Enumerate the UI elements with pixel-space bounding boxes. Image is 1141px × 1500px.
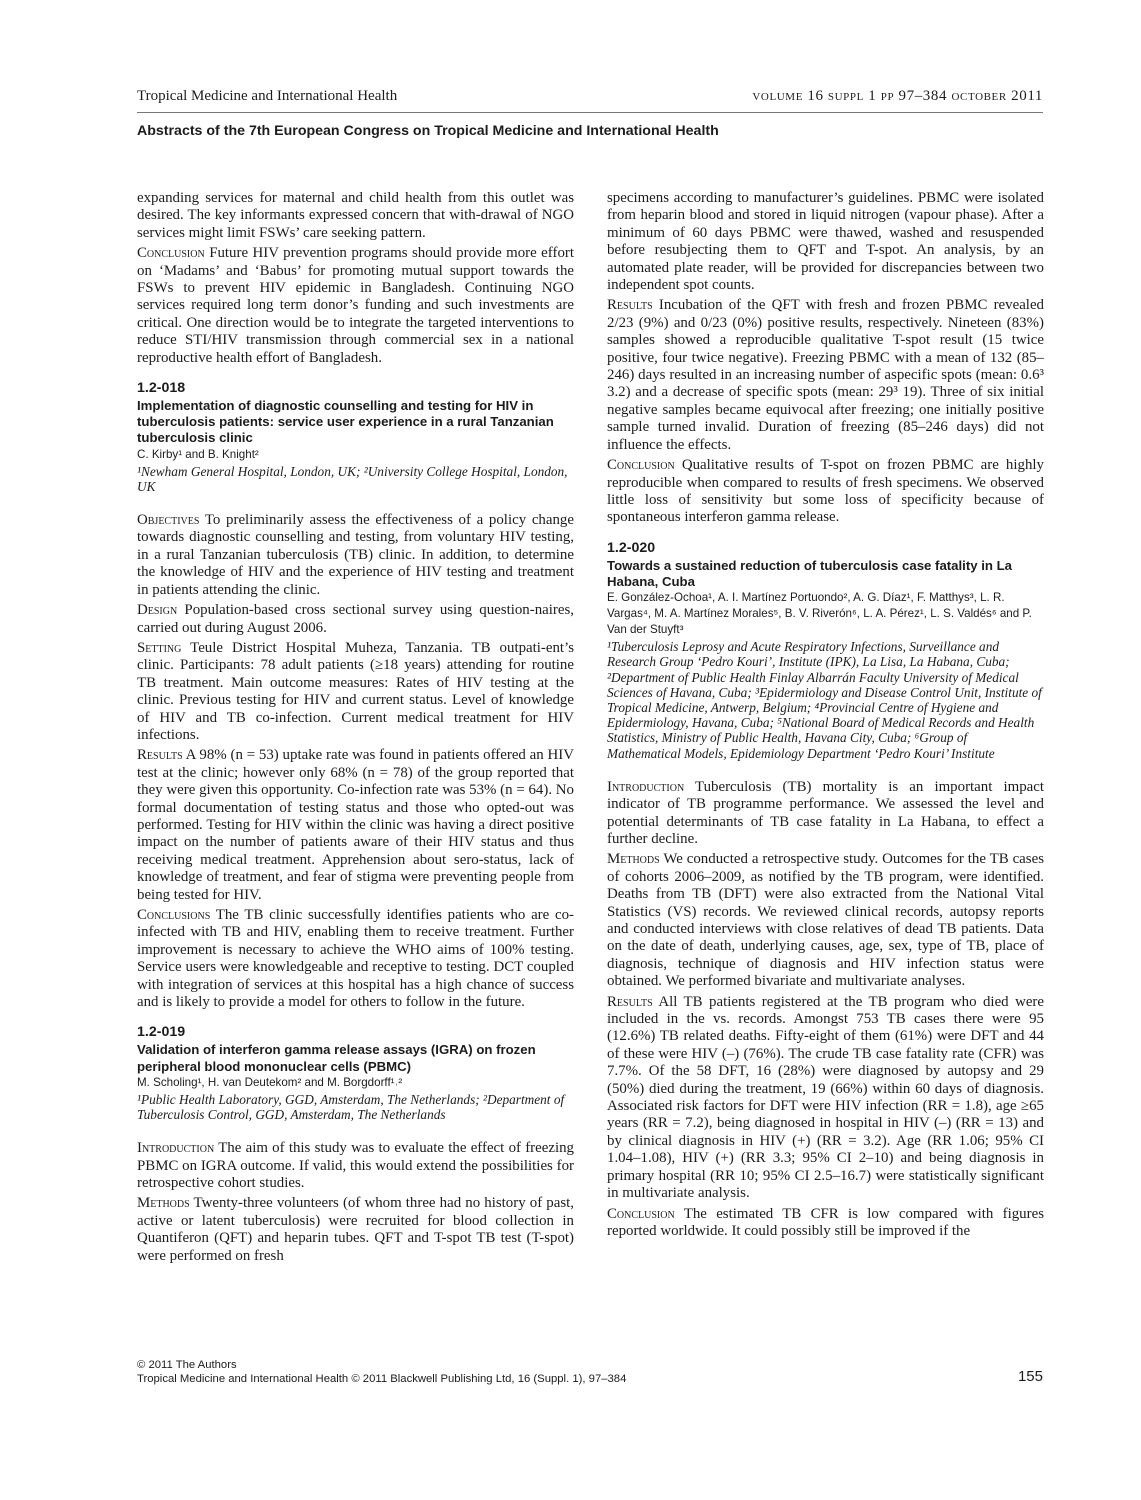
conclusion-paragraph [137, 245, 574, 367]
section-label: Methods [607, 851, 660, 868]
results-paragraph [137, 747, 574, 904]
page-number: 155 [1017, 1368, 1043, 1385]
footer-publisher: Tropical Medicine and International Health © 2011 Blackwell Publishing Ltd, 16 (Suppl. 1), 97–384 [137, 1373, 627, 1385]
continued-paragraph: expanding services for maternal and child health from this outlet was desired. The key informants expressed concern that with-drawal of NGO services might limit FSWs’ care seeking pattern. [137, 190, 574, 241]
introduction-paragraph [607, 779, 1044, 849]
section-label: Conclusion [137, 245, 205, 262]
right-column [607, 190, 1044, 1243]
section-text: Teule District Hospital Muheza, Tanzania. TB outpati-ent’s clinic. Participants: 78 adult patients (≥18 years) attending for routine TB treatment. Main outcome measures: Rates of HIV testing at the clinic. Previous testing for HIV and current status. Level of knowledge of HIV and TB co-infection. Current medical treatment for HIV infections. [137, 639, 574, 743]
methods-paragraph [607, 851, 1044, 990]
section-label: Objectives [137, 512, 200, 529]
section-label: Results [607, 993, 653, 1010]
setting-paragraph [137, 640, 574, 744]
abstract-affiliations: ¹Public Health Laboratory, GGD, Amsterdam, The Netherlands; ²Department of Tuberculosis Control, GGD, Amsterdam, The Netherlands [137, 1091, 565, 1123]
section-label: Setting [137, 639, 182, 656]
conclusions-paragraph [137, 907, 574, 1011]
abstract-authors: M. Scholing¹, H. van Deutekom² and M. Borgdorff¹˒² [137, 1075, 403, 1089]
abstract-id: 1.2-019 [137, 1024, 186, 1041]
abstract-id: 1.2-018 [137, 380, 186, 397]
section-text: To preliminarily assess the effectiveness of a policy change towards diagnostic counselling and testing, from voluntary HIV testing, in a rural Tanzanian tuberculosis (TB) clinic. In addition, to determine the knowledge of HIV and the experience of HIV testing and treatment in patients attending the clinic. [137, 512, 574, 598]
section-text: Twenty-three volunteers (of whom three had no history of past, active or latent tuberculosis) were recruited for blood collection in Quantiferon (QFT) and heparin tubes. QFT and T-spot TB test (T-spot) were performed on fresh [137, 1195, 574, 1264]
abstract-authors: E. González-Ochoa¹, A. I. Martínez Portuondo², A. G. Díaz¹, F. Matthys³, L. R. Vargas⁴, M. A. Martínez Morales⁵, B. V. Riverón⁶, L. A. Pérez¹, L. S. Valdés⁶ and P. Van der Stuyft³ [607, 591, 1032, 637]
introduction-paragraph [137, 1140, 574, 1192]
section-text: The estimated TB CFR is low compared with figures reported worldwide. It could possibly still be improved if the [607, 1205, 1044, 1239]
section-label: Conclusion [607, 457, 675, 474]
section-text: Qualitative results of T-spot on frozen PBMC are highly reproducible when compared to results of fresh specimens. We observed little loss of sensitivity but some loss of specificity because of spontaneous interferon gamma release. [607, 457, 1044, 526]
section-subtitle: Abstracts of the 7th European Congress on Tropical Medicine and International Health [137, 123, 719, 139]
section-text: We conducted a retrospective study. Outcomes for the TB cases of cohorts 2006–2009, as notified by the TB program, were identified. Deaths from TB (DFT) were also extracted from the National Vital Statistics (VS) records. We reviewed clinical records, autopsy reports and conducted interviews with close relatives of dead TB patients. Data on the date of death, underlying causes, age, sex, type of TB, place of diagnosis, technique of diagnosis and HIV infection status were obtained. We performed bivariate and multivariate analyses. [607, 851, 1044, 990]
section-text: Population-based cross sectional survey using question-naires, carried out during August 2006. [137, 602, 574, 636]
left-column [137, 190, 574, 1268]
section-label: Methods [137, 1195, 190, 1212]
section-label: Results [607, 297, 653, 314]
objectives-paragraph [137, 512, 574, 599]
section-label: Conclusion [607, 1205, 675, 1222]
section-text: A 98% (n = 53) uptake rate was found in patients offered an HIV test at the clinic; however only 68% (n = 78) of the group reported that they were given this opportunity. Co-infection rate was 53% (n = 64). No formal documentation of testing status and those who opted-out was performed. Testing for HIV within the clinic was having a direct positive impact on the number of patients aware of their HIV status and thus receiving medical treatment. Apprehension about sero-status, lack of knowledge of treatment, and fear of stigma were preventing people from being tested for HIV. [137, 747, 574, 903]
section-text: Future HIV prevention programs should provide more effort on ‘Madams’ and ‘Babus’ for promoting mutual support towards the FSWs to prevent HIV epidemic in Bangladesh. Continuing NGO services required long term donor’s funding and such investments are critical. One direction would be to integrate the targeted interventions to reduce STI/HIV transmission through commercial sex in a national reproductive health effort of Bangladesh. [137, 245, 574, 366]
abstract-affiliations: ¹Newham General Hospital, London, UK; ²University College Hospital, London, UK [137, 463, 568, 494]
methods-paragraph [137, 1195, 574, 1265]
abstract-title: Implementation of diagnostic counselling and testing for HIV in tuberculosis patients: service user experience in a rural Tanzanian tuberculosis clinic [137, 398, 554, 446]
section-text: Incubation of the QFT with fresh and frozen PBMC revealed 2/23 (9%) and 0/23 (0%) positive results, respectively. Nineteen (83%) samples showed a reproducible qualitative T-spot result (15 twice positive, four twice negative). Freezing PBMC with a mean of 132 (85–246) days resulted in an increasing number of aspecific spots (mean: 0.6³ 3.2) and a decrease of specific spots (mean: 29³ 19). Three of six initial negative samples became equivocal after freezing; one initially positive sample turned invalid. Duration of freezing (85–246 days) did not influence the effects. [607, 297, 1044, 453]
section-label: Introduction [607, 778, 685, 795]
abstract-title: Validation of interferon gamma release assays (IGRA) on frozen peripheral blood mononuclear cells (PBMC) [137, 1042, 536, 1074]
abstract-authors: C. Kirby¹ and B. Knight² [137, 447, 259, 461]
abstract-id: 1.2-020 [607, 539, 656, 556]
abstract-title: Towards a sustained reduction of tuberculosis case fatality in La Habana, Cuba [607, 557, 1012, 589]
header-divider [137, 112, 1043, 113]
section-text: Tuberculosis (TB) mortality is an important impact indicator of TB programme performance. We assessed the level and potential determinants of TB case fatality in La Habana, to effect a further decline. [607, 778, 1044, 847]
results-paragraph [607, 297, 1044, 454]
section-label: Introduction [137, 1140, 215, 1157]
conclusion-paragraph [607, 457, 1044, 527]
section-text: All TB patients registered at the TB program who died were included in the vs. records. Amongst 753 TB cases there were 95 (12.6%) TB related deaths. Fifty-eight of them (61%) were DFT and 44 of these were HIV (–) (76%). The crude TB case fatality rate (CFR) was 7.7%. Of the 58 DFT, 16 (28%) were diagnosed by autopsy and 29 (50%) died during the treatment, 19 (66%) within 60 days of diagnosis. Associated risk factors for DFT were HIV infection (RR = 1.8), age ≥65 years (RR = 7.2), being diagnosed in hospital in HIV (–) (RR = 13) and by clinical diagnosis in HIV (+) (RR = 3.2). Age (RR 1.06; 95% CI 1.04–1.08), HIV (+) (RR 3.3; 95% CI 2–10) and being diagnosis in primary hospital (RR 10; 95% CI 2.5–16.7) were statistically significant in multivariate analysis. [607, 993, 1045, 1202]
footer-copyright: © 2011 The Authors [137, 1359, 237, 1371]
section-label: Conclusions [137, 907, 211, 924]
abstract-affiliations: ¹Tuberculosis Leprosy and Acute Respiratory Infections, Surveillance and Research Group ‘Pedro Kouri’, Institute (IPK), La Lisa, La Habana, Cuba; ²Department of Public Health Finlay Albarrán Faculty University of Medical Sciences of Havana, Cuba; ³Epidermiology and Disease Control Unit, Institute of Tropical Medicine, Antwerp, Belgium; ⁴Provincial Centre of Hygiene and Epidermiology, Havana, Cuba; ⁵National Board of Medical Records and Health Statistics, Ministry of Public Health, Havana City, Cuba; ⁶Group of Mathematical Models, Epidemiology Department ‘Pedro Kouri’ Institute [607, 639, 1042, 761]
section-text: The TB clinic successfully identifies patients who are co-infected with TB and HIV, enabling them to receive treatment. Further improvement is necessary to achieve the WHO aims of 100% testing. Service users were knowledgeable and receptive to testing. DCT coupled with integration of services at this hospital has a high chance of success and is likely to provide a model for others to follow in the future. [137, 907, 574, 1011]
results-paragraph [607, 994, 1044, 1203]
journal-title: Tropical Medicine and International Health [137, 88, 398, 104]
design-paragraph [137, 602, 574, 637]
continued-paragraph: specimens according to manufacturer’s guidelines. PBMC were isolated from heparin blood and stored in liquid nitrogen (vapour phase). After a minimum of 60 days PBMC were thawed, washed and resuspended before resubjecting them to QFT and T-spot. An analysis, by an automated plate reader, will be provided for discrepancies between two independent spot counts. [607, 190, 1044, 294]
section-label: Design [137, 602, 178, 619]
section-text: The aim of this study was to evaluate the effect of freezing PBMC on IGRA outcome. If valid, this would extend the possibilities for retrospective cohort studies. [137, 1140, 574, 1192]
conclusion-paragraph [607, 1206, 1044, 1241]
volume-info: volume 16 suppl 1 pp 97–384 october 2011 [752, 88, 1043, 104]
section-label: Results [137, 747, 183, 764]
